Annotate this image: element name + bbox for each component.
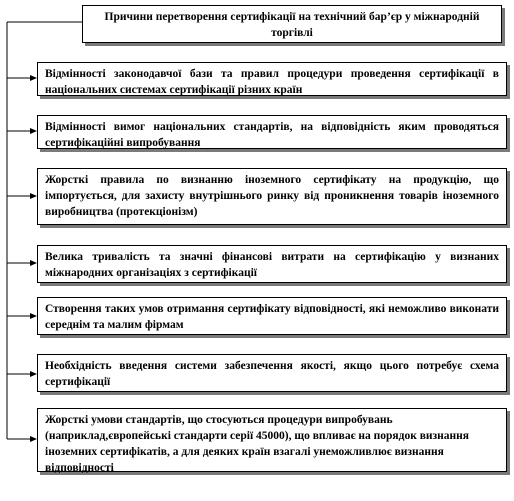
reason-box-1: Відмінності законодавчої бази та правил процедури проведення сертифікації в національних системах сертифікації різних країн bbox=[37, 62, 507, 96]
reason-box-3: Жорсткі правила по визнанню іноземного сертифікату на продукцію, що імпортується, для захисту внутрішнього ринку від проникнення товарів іноземного виробництва (протекціонізм) bbox=[37, 168, 507, 225]
reason-box-4: Велика тривалість та значні фінансові витрати на сертифікацію у визнаних міжнародних організаціях з сертифікації bbox=[37, 245, 507, 283]
diagram-title-box: Причини перетворення сертифікації на технічний бар’єр у міжнародній торгівлі bbox=[82, 5, 502, 43]
reason-box-5: Створення таких умов отримання сертифікату відповідності, які неможливо виконати середнім та малим фірмам bbox=[37, 297, 507, 335]
reason-box-7: Жорсткі умови стандартів, що стосуються процедури випробувань (наприклад,європейські стандарти серії 45000), що впливає на порядок визнання іноземних сертифікатів, а для деяких країн взагалі унеможливлює визнання відповідності bbox=[37, 408, 507, 472]
reason-box-2: Відмінності вимог національних стандартів, на відповідність яким проводяться сертифікаційні випробування bbox=[37, 115, 507, 149]
reason-box-6: Необхідність введення системи забезпечення якості, якщо цього потребує схема сертифікації bbox=[37, 354, 507, 392]
